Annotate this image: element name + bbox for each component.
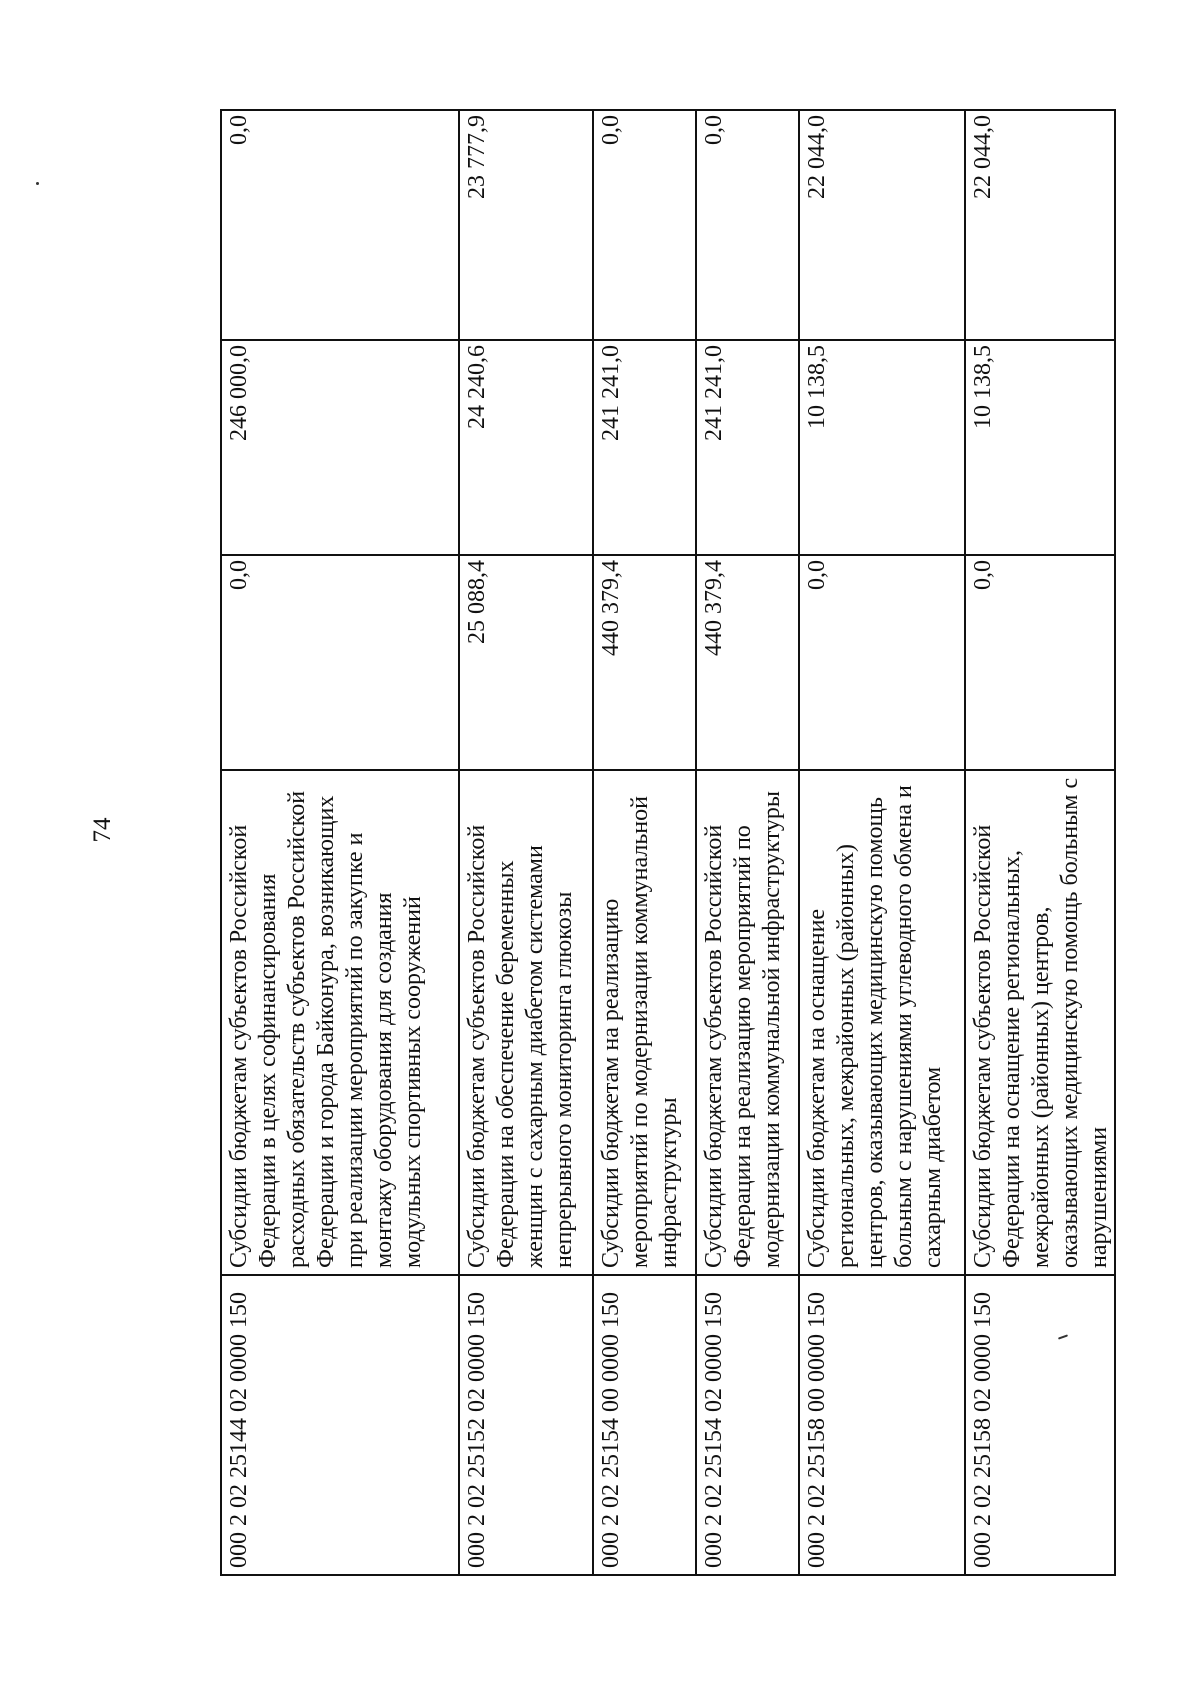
budget-code-cell: 000 2 02 25154 00 0000 150 (593, 1275, 696, 1575)
amount-cell-2: 10 138,5 (799, 340, 965, 555)
table-row (221, 110, 459, 1575)
amount-cell-1: 440 379,4 (696, 555, 799, 770)
table-row (459, 110, 593, 1575)
budget-code-cell: 000 2 02 25152 02 0000 150 (459, 1275, 593, 1575)
budget-code-cell: 000 2 02 25158 00 0000 150 (799, 1275, 965, 1575)
amount-cell-1: 0,0 (965, 555, 1115, 770)
amount-cell-3: 0,0 (593, 110, 696, 340)
page-number: 74 (89, 817, 116, 843)
amount-cell-2: 10 138,5 (965, 340, 1115, 555)
budget-code-cell: 000 2 02 25144 02 0000 150 (221, 1275, 459, 1575)
description-cell: Субсидии бюджетам на оснащение региональных, межрайонных (районных) центров, оказывающих медицинскую помощь больным с нарушениями углеводного обмена и сахарным диабетом (799, 770, 965, 1275)
description-cell: Субсидии бюджетам субъектов Российской Федерации на обеспечение беременных женщин с сахарным диабетом системами непрерывного мониторинга глюкозы (459, 770, 593, 1275)
description-cell: Субсидии бюджетам на реализацию мероприятий по модернизации коммунальной инфраструктуры (593, 770, 696, 1275)
table-row (696, 110, 799, 1575)
amount-cell-3: 0,0 (221, 110, 459, 340)
amount-cell-2: 246 000,0 (221, 340, 459, 555)
amount-cell-3: 22 044,0 (965, 110, 1115, 340)
description-cell: Субсидии бюджетам субъектов Российской Федерации на реализацию мероприятий по модернизации коммунальной инфраструктуры (696, 770, 799, 1275)
budget-table-container (220, 111, 1112, 1576)
rotated-table-frame (220, 111, 1112, 1576)
table-row (799, 110, 965, 1575)
amount-cell-1: 0,0 (799, 555, 965, 770)
amount-cell-2: 241 241,0 (696, 340, 799, 555)
amount-cell-2: 24 240,6 (459, 340, 593, 555)
amount-cell-1: 25 088,4 (459, 555, 593, 770)
description-cell: Субсидии бюджетам субъектов Российской Федерации на оснащение региональных, межрайонных (районных) центров, оказывающих медицинскую помощь больным с нарушениями (965, 770, 1115, 1275)
budget-code-cell: 000 2 02 25154 02 0000 150 (696, 1275, 799, 1575)
amount-cell-2: 241 241,0 (593, 340, 696, 555)
amount-cell-1: 440 379,4 (593, 555, 696, 770)
budget-code-cell: 000 2 02 25158 02 0000 150 (965, 1275, 1115, 1575)
amount-cell-3: 22 044,0 (799, 110, 965, 340)
budget-table (220, 109, 1116, 1576)
description-cell: Субсидии бюджетам субъектов Российской Федерации в целях софинансирования расходных обязательств субъектов Российской Федерации и города Байконура, возникающих при реализации мероприятий по закупке и монтажу оборудования для создания модульных спортивных сооружений (221, 770, 459, 1275)
amount-cell-3: 23 777,9 (459, 110, 593, 340)
amount-cell-1: 0,0 (221, 555, 459, 770)
scan-speck (36, 182, 39, 185)
table-row (593, 110, 696, 1575)
table-row (965, 110, 1115, 1575)
amount-cell-3: 0,0 (696, 110, 799, 340)
